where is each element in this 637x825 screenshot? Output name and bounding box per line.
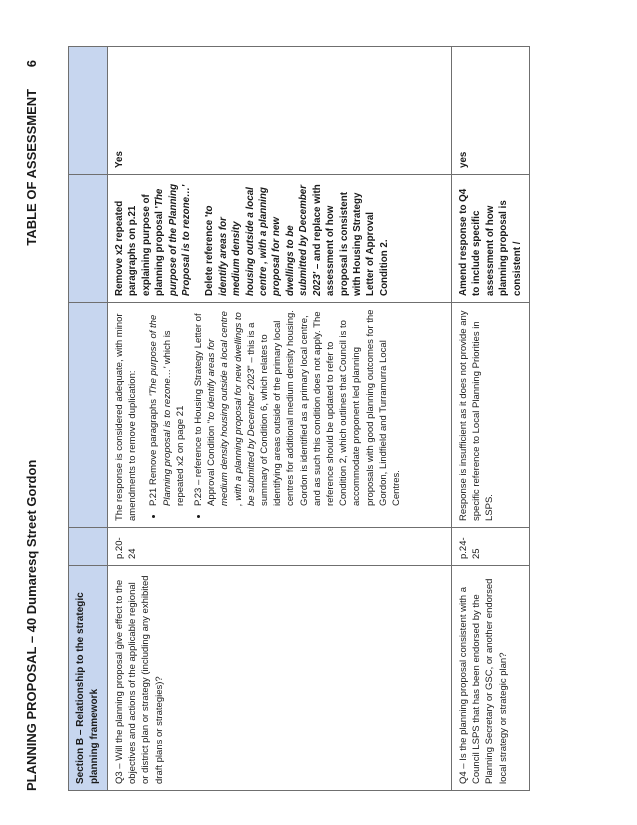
document-title: PLANNING PROPOSAL – 40 Dumaresq Street Gordon bbox=[24, 459, 39, 791]
action-cell: Amend response to Q4 to include specific assessment of how planning proposal is consistent / bbox=[452, 175, 530, 303]
section-b-title: Section B – Relationship to the strategic planning framework bbox=[69, 566, 108, 791]
section-header-row bbox=[69, 47, 108, 791]
table-row-q4 bbox=[452, 47, 530, 791]
action-paragraph: Delete reference 'to identify areas for medium density housing outside a local centre , with a planning proposal for new dwellings to be submitted by December 2023' – and replace with assessment of how proposal is consistent with Housing Strategy Letter of Approval Condition 2. bbox=[204, 184, 390, 296]
table-row-q3 bbox=[108, 47, 452, 791]
question-cell: Q4 – Is the planning proposal consistent with a Council LSPS that has been endorsed by the Planning Secretary or GSC, or another endorsed local strategy or strategic plan? bbox=[452, 566, 530, 791]
header-cell-blank bbox=[69, 47, 108, 175]
assessment-table bbox=[68, 46, 530, 791]
page-number: 6 bbox=[24, 60, 39, 68]
action-paragraph: Remove x2 repeated paragraphs on p.21 explaining purpose of planning proposal 'The purpose of the Planning Proposal is to rezone…' bbox=[114, 183, 193, 296]
list-item: • P.23 – reference to Housing Strategy Letter of Approval Condition "to identify areas for medium density housing outside a local centre , with a planning proposal for new dwellings to be submitted by December 2023" – this is a summary of Condition 6, which relates to identifying areas outside of the primary local centres for additional medium density housing. Gordon is identified as a primary local centre, and as such this condition does not apply. The reference should be updated to refer to Condition 2, which outlines that Council is to accommodate proponent led planning proposals with good planning outcomes for the Gordon, Lindfield and Turramurra Local Centres. bbox=[192, 309, 403, 506]
header-cell-blank bbox=[69, 175, 108, 303]
response-list bbox=[147, 309, 403, 521]
question-cell: Q3 – Will the planning proposal give effect to the objectives and actions of the applicable regional or district plan or strategy (including any exhibited draft plans or strategies)? bbox=[108, 566, 452, 791]
section-heading: TABLE OF ASSESSMENT bbox=[24, 88, 39, 246]
page-ref-cell: p.20-24 bbox=[108, 528, 452, 566]
outcome-cell: yes bbox=[452, 47, 530, 175]
header-cell-blank bbox=[69, 528, 108, 566]
outcome-cell: Yes bbox=[108, 47, 452, 175]
action-cell bbox=[108, 175, 452, 303]
table-of-assessment-header bbox=[24, 60, 39, 246]
response-cell bbox=[108, 303, 452, 528]
response-intro: The response is considered adequate, with minor amendments to remove duplication: bbox=[114, 313, 139, 521]
list-item: • P.21 Remove paragraphs 'The purpose of the Planning proposal is to rezone…' which is repeated x2 on page 21 bbox=[147, 309, 187, 506]
header-cell-blank bbox=[69, 303, 108, 528]
response-cell: Response is insufficient as it does not provide any specific reference to Local Planning Priorities in LSPS. bbox=[452, 303, 530, 528]
page-ref-cell: p.24-25 bbox=[452, 528, 530, 566]
